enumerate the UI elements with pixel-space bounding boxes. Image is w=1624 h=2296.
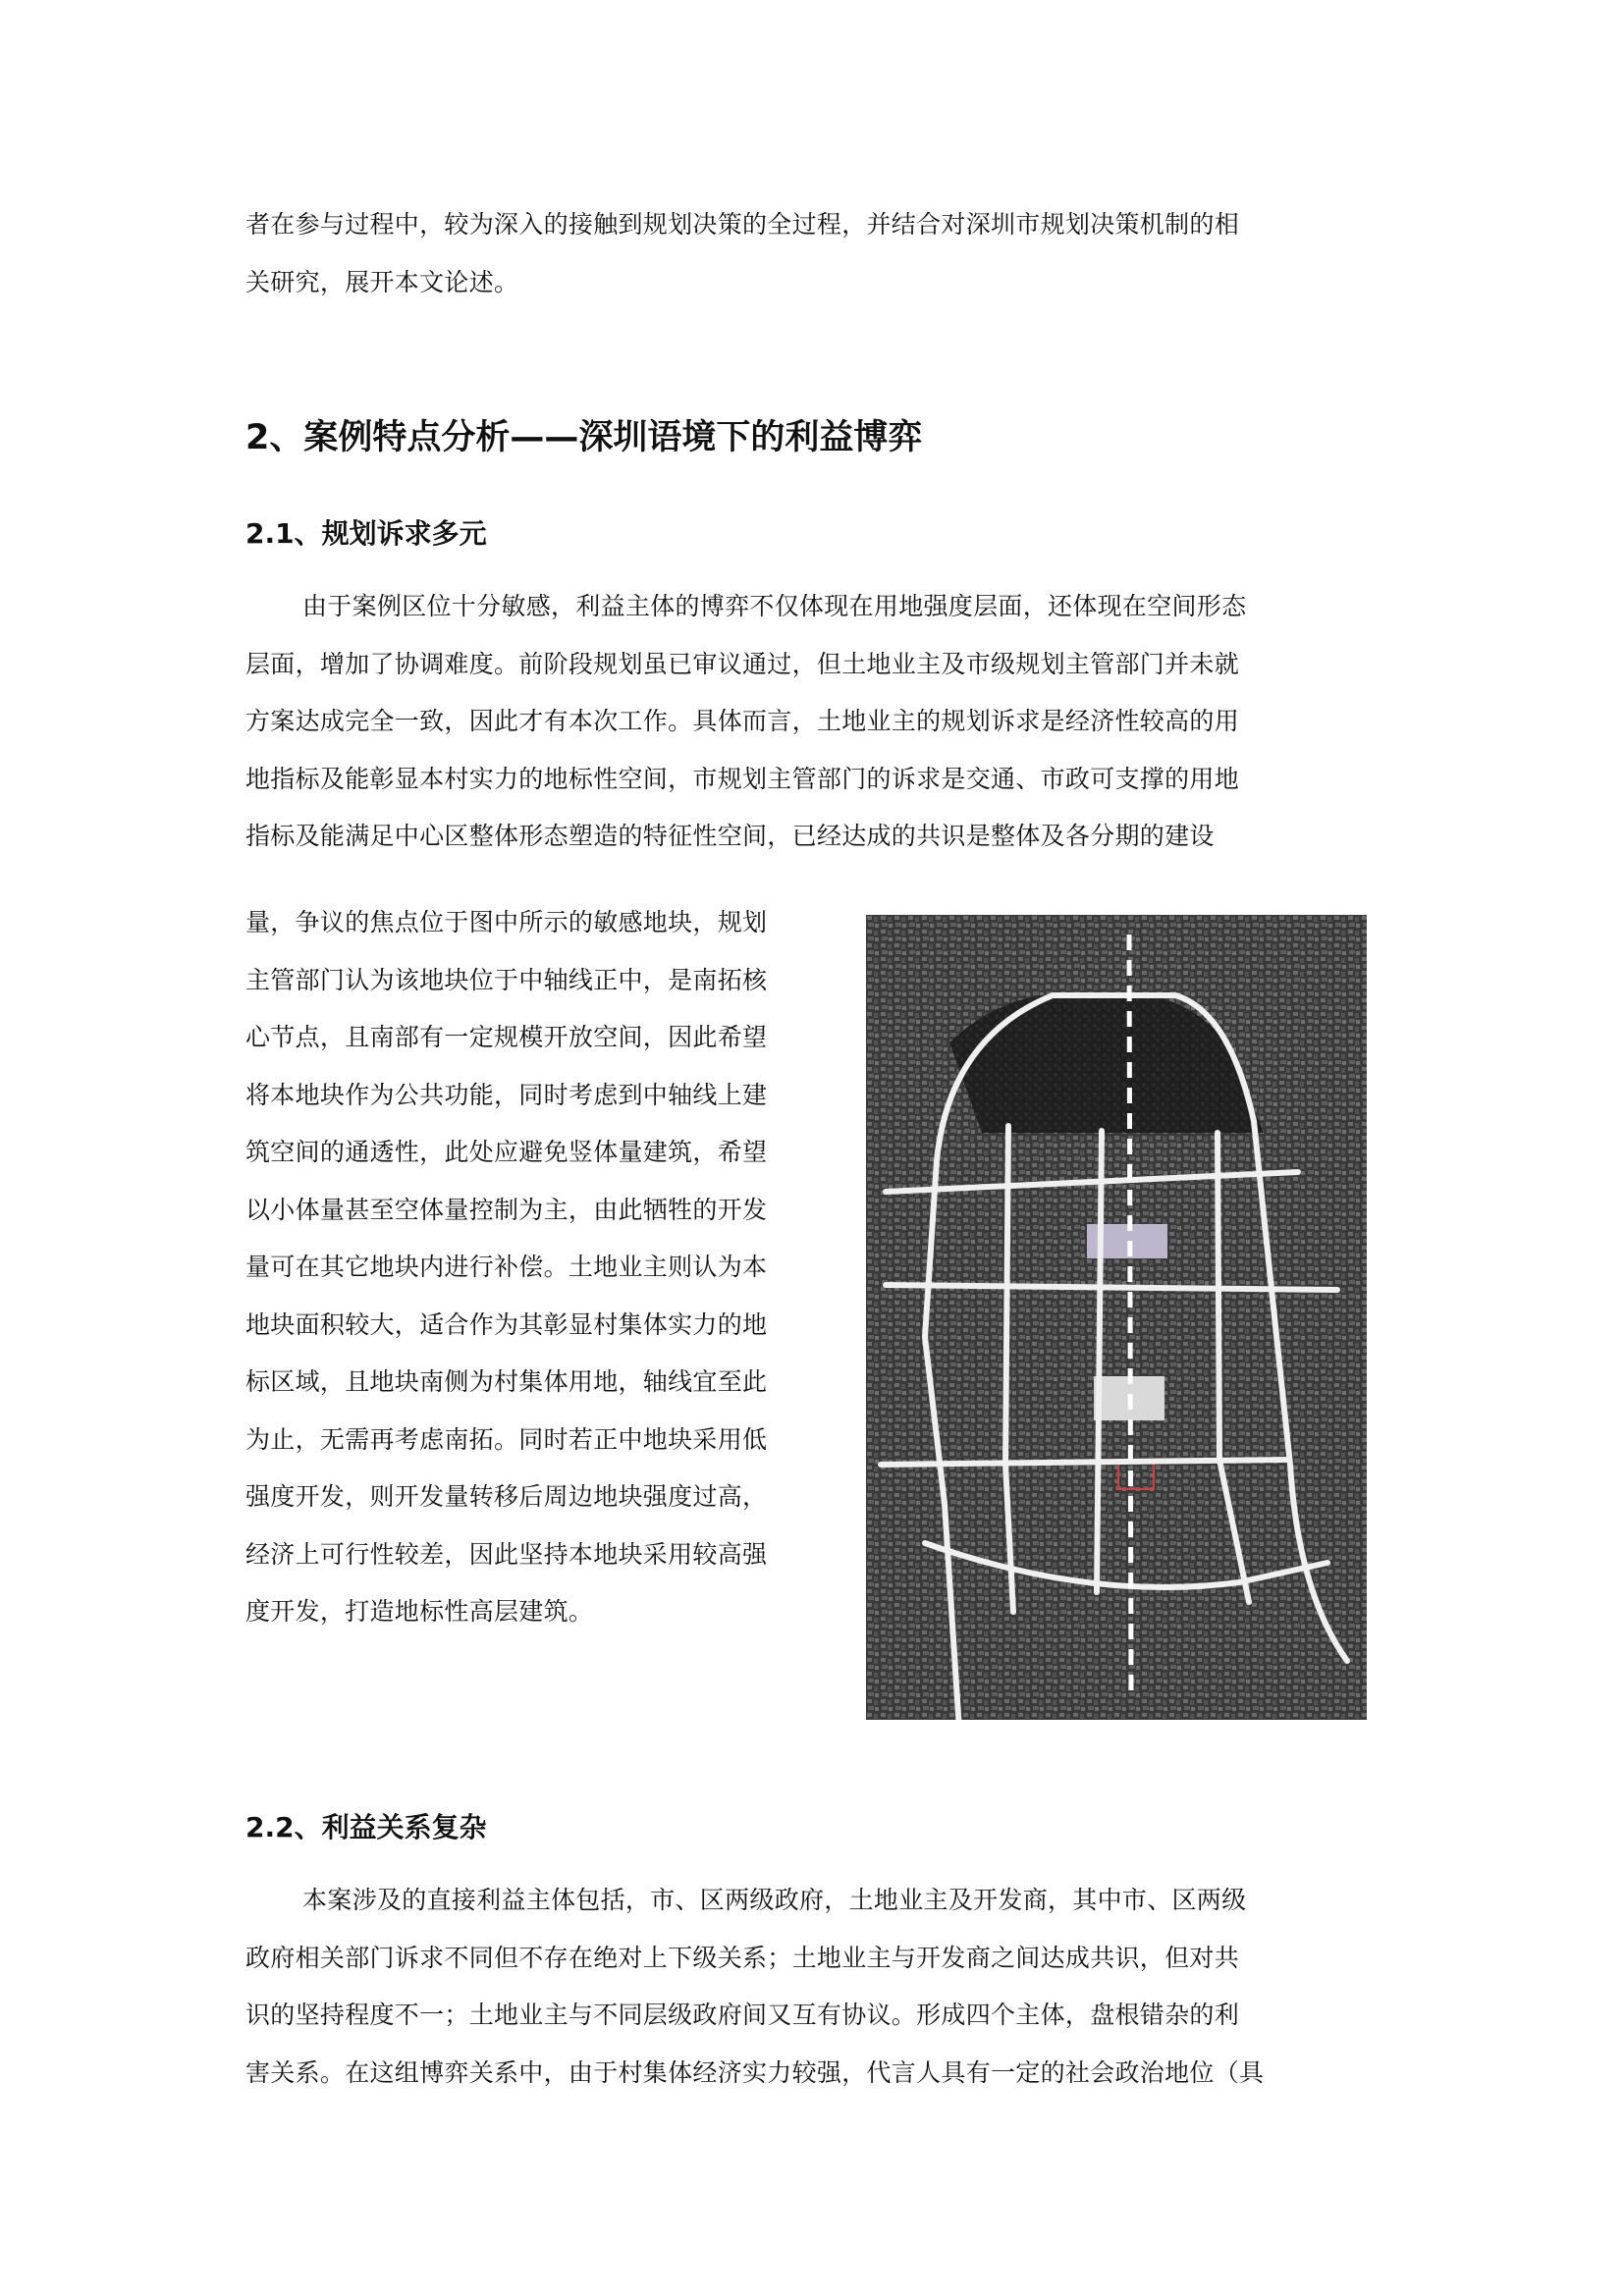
text-line: 心节点，且南部有一定规模开放空间，因此希望	[245, 1023, 768, 1051]
text-line: 将本地块作为公共功能，同时考虑到中轴线上建	[245, 1080, 768, 1109]
paragraph-2-1-full	[245, 578, 1384, 866]
text-line: 识的坚持程度不一；土地业主与不同层级政府间又互有协议。形成四个主体，盘根错杂的利	[245, 2001, 1240, 2029]
text-line: 指标及能满足中心区整体形态塑造的特征性空间，已经达成的共识是整体及各分期的建设	[245, 822, 1215, 850]
text-line: 度开发，打造地标性高层建筑。	[245, 1597, 594, 1626]
text-line: 地指标及能彰显本村实力的地标性空间，市规划主管部门的诉求是交通、市政可支撑的用地	[245, 764, 1240, 793]
text-line: 方案达成完全一致，因此才有本次工作。具体而言，土地业主的规划诉求是经济性较高的用	[245, 707, 1240, 735]
aerial-site-map	[866, 915, 1367, 1720]
text-line: 层面，增加了协调难度。前阶段规划虽已审议通过，但土地业主及市级规划主管部门并未就	[245, 649, 1240, 678]
text-line: 量，争议的焦点位于图中所示的敏感地块，规划	[245, 908, 768, 936]
paragraph-2-2	[245, 1872, 1384, 2102]
text-line: 强度开发，则开发量转移后周边地块强度过高，	[245, 1482, 768, 1511]
text-line: 政府相关部门诉求不同但不存在绝对上下级关系；土地业主与开发商之间达成共识，但对共	[245, 1943, 1240, 1972]
text-line: 害关系。在这组博弈关系中，由于村集体经济实力较强，代言人具有一定的社会政治地位（具	[245, 2057, 1265, 2087]
section-heading-2-2: 2.2、利益关系复杂	[245, 1811, 487, 1843]
text-line: 经济上可行性较差，因此坚持本地块采用较高强	[245, 1539, 768, 1569]
text-line: 筑空间的通透性，此处应避免竖体量建筑，希望	[245, 1138, 768, 1166]
intro-paragraph	[245, 196, 1384, 311]
section-heading-2: 2、案例特点分析——深圳语境下的利益博弈	[245, 418, 923, 457]
text-line: 由于案例区位十分敏感，利益主体的博弈不仅体现在用地强度层面，还体现在空间形态	[302, 592, 1247, 620]
text-line: 量可在其它地块内进行补偿。土地业主则认为本	[245, 1253, 768, 1281]
text-line: 关研究，展开本文论述。	[245, 267, 519, 296]
text-line: 标区域，且地块南侧为村集体用地，轴线宜至此	[245, 1367, 768, 1396]
text-line: 以小体量甚至空体量控制为主，由此牺牲的开发	[245, 1195, 768, 1224]
text-line: 地块面积较大，适合作为其彰显村集体实力的地	[245, 1309, 768, 1339]
text-line: 主管部门认为该地块位于中轴线正中，是南拓核	[245, 965, 768, 994]
text-line: 者在参与过程中，较为深入的接触到规划决策的全过程，并结合对深圳市规划决策机制的相	[245, 210, 1240, 239]
text-line: 本案涉及的直接利益主体包括，市、区两级政府，土地业主及开发商，其中市、区两级	[302, 1886, 1247, 1914]
section-heading-2-1: 2.1、规划诉求多元	[245, 517, 487, 550]
paragraph-2-1-wrap	[245, 894, 854, 1641]
text-line: 为止，无需再考虑南拓。同时若正中地块采用低	[245, 1424, 768, 1454]
